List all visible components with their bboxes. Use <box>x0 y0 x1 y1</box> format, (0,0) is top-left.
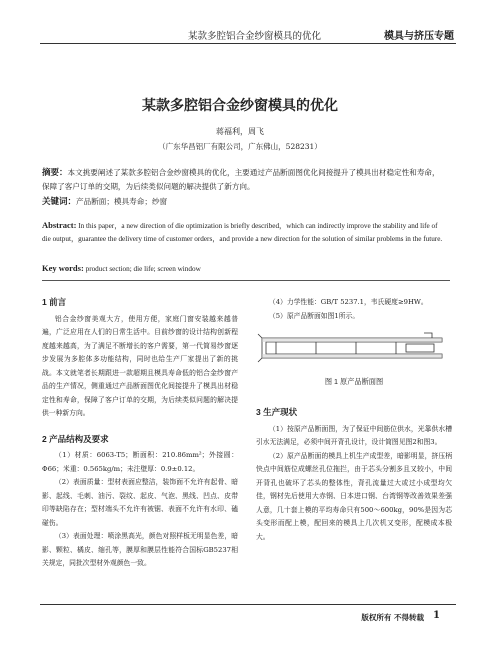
section-title: 模具与挤压专题 <box>384 31 454 42</box>
section-1-paragraph: 铝合金纱窗美观大方，使用方便，家庭门窗安装越来越普遍，广泛应用在人们的日常生活中。目前纱窗的设计结构创新程度越来越高，为了满足不断增长的客户需要，第一代简易纱窗逐步发展为多腔体多功能结构，同时也给生产厂家提出了新的挑战。本文就笔者长期跟进一款超期且模具寿命低的铝合金纱窗产品的生产情况，侧重通过产品断面图优化间接提升了模具出材稳定性和寿命，保障了客户订单的交期，为后续类似问题的解决提供一种新方向。 <box>42 314 238 417</box>
left-column <box>42 296 238 571</box>
article-title: 某款多腔铝合金纱窗模具的优化 <box>142 98 338 114</box>
figure-1-caption: 图 1 原产品断面图 <box>324 377 384 386</box>
abstract-en-text: In this paper，a new direction of die optimization is briefly described，which can indirectly improve the stability and life of die output，guarantee the delivery time of customer orders，and provide a new direction for the solution of similar problems in the future. <box>42 222 443 243</box>
keywords-cn-text: 产品断面；模具寿命；纱窗 <box>76 197 168 206</box>
section-1-heading: 1 前言 <box>42 297 67 307</box>
authors: 蒋福利，周飞 <box>216 127 264 136</box>
requirement-5: （5）原产品断面如图1所示。 <box>268 311 360 320</box>
section-3-paragraph-2: （2）原产品断面的模具上机生产成型差，暗影明显，挤压柄快点中间筋位成螺丝孔位拖拦，由于芯头分割多且又较小，中间开背孔也破坏了芯头的整体性，背孔流量过大或过小成型均欠佳，钢材先后使用大赤钢、日本进口钢、台湾钢等改善效果差强人意，几十套上模的平均寿命只有500～600kg，90%是因为芯头变形而配上模，配回来的模具上几次机又变形，配模成本极大。 <box>256 451 452 541</box>
abstract-cn <box>42 166 442 193</box>
running-title: 某款多腔铝合金纱窗模具的优化 <box>188 31 322 42</box>
section-2-paragraph-2: （2）表面质量：型材表面应整洁，装饰面不允许有起骨、暗影、起线、毛刺、油污、裂纹、起皮、气泡、黑线、凹点、皮带印等缺陷存在；型材端头不允许有被锯、表面不允许有水印、磕碰伤。 <box>42 478 238 527</box>
affiliation: （广东华昌铝厂有限公司，广东佛山，528231） <box>158 142 322 151</box>
page-number: 1 <box>433 610 440 621</box>
section-separator <box>42 280 450 281</box>
keywords-en-text: product section; die life; screen window <box>85 265 201 273</box>
section-2-paragraph-3: （3）表面处理：喷涂黑高光，颜色对照样板无明显色差，暗影、颗粒、橘皮、缩孔等，膜厚和膜层性能符合国标GB5237相关规定，同批次型材外观颜色一致。 <box>42 532 238 567</box>
section-3-paragraph-1: （1）按原产品断面图，为了保证中间筋位供水，光靠供水槽引水无法满足，必须中间开背孔设计，设计简图见图2和图3。 <box>256 424 452 446</box>
keywords-cn <box>42 195 167 207</box>
abstract-en-label: Abstract: <box>42 220 77 230</box>
abstract-en <box>42 219 446 246</box>
copyright-notice: 版权所有 不得转载 <box>361 613 424 622</box>
keywords-en <box>42 263 201 273</box>
section-2-paragraph-1: （1）材质：6063-T5；断面积：210.86mm²；外接圆：Φ66；米重：0.565kg/m；未注壁厚：0.9±0.12。 <box>42 451 238 473</box>
page-header <box>0 0 480 46</box>
abstract-cn-text: 本文挑要阐述了某款多腔铝合金纱窗模具的优化，主要通过产品断面图优化间接提升了模具出材稳定性和寿命，保障了客户订单的交期，为后续类似问题的解决提供了新方向。 <box>42 168 440 191</box>
header-rule <box>40 43 456 44</box>
right-column-bottom <box>256 406 452 544</box>
keywords-en-label: Key words: <box>42 263 84 273</box>
abstract-cn-label: 摘要： <box>42 168 68 178</box>
requirement-4: （4）力学性能：GB/T 5237.1，韦氏硬度≥9HW。 <box>268 298 428 306</box>
section-2-heading: 2 产品结构及要求 <box>42 433 109 444</box>
figure-1-profile-drawing <box>256 328 452 364</box>
section-3-heading: 3 生产现状 <box>256 407 298 417</box>
keywords-cn-label: 关键词： <box>42 197 77 207</box>
page-footer <box>0 600 480 630</box>
footer-rule <box>40 604 456 605</box>
right-column-top <box>256 296 452 323</box>
